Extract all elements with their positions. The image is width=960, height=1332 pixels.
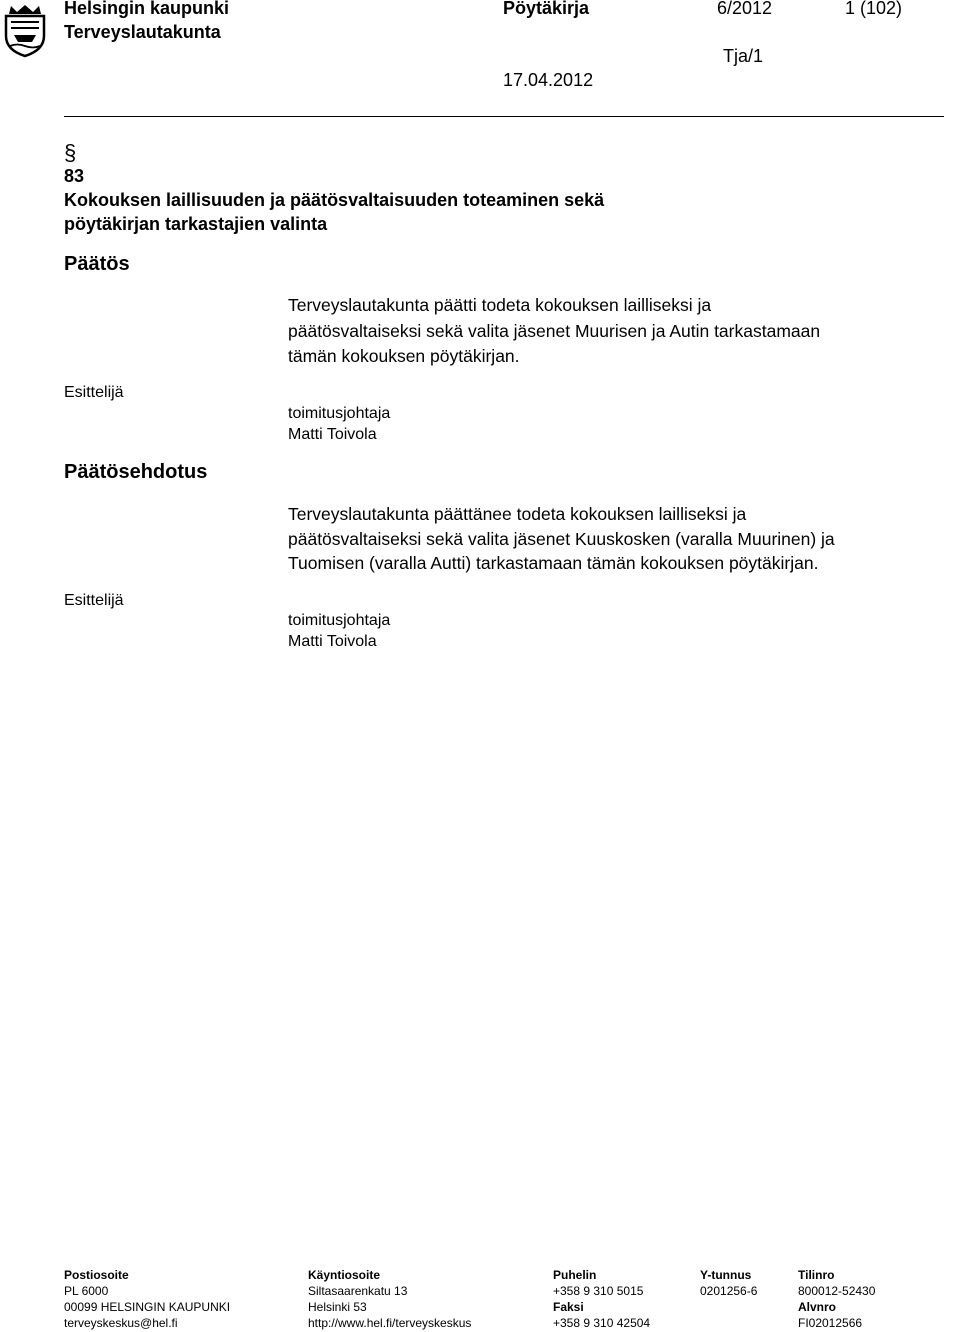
proposal-presenter-name: Matti Toivola (288, 633, 377, 650)
footer-phone-number: +358 9 310 5015 (553, 1284, 644, 1298)
header-doc-type: Pöytäkirja (503, 0, 590, 18)
footer-visit-street: Siltasaarenkatu 13 (308, 1284, 408, 1298)
proposal-presenter-label: Esittelijä (64, 592, 124, 609)
decision-text-line1: Terveyslautakunta päätti todeta kokouksen lailliseksi ja (288, 295, 712, 315)
section-title-line2: pöytäkirjan tarkastajien valinta (64, 214, 328, 234)
footer-phone-column (553, 1267, 650, 1331)
section-number: 83 (64, 166, 85, 186)
section-title-line1: Kokouksen laillisuuden ja päätösvaltaisuuden toteaminen sekä (64, 190, 605, 210)
proposal-text-line3: Tuomisen (varalla Autti) tarkastamaan tämän kokouksen pöytäkirjan. (288, 553, 819, 573)
header-body: Terveyslautakunta (64, 22, 221, 42)
header-page: 1 (102) (845, 0, 903, 18)
decision-presenter-label: Esittelijä (64, 384, 124, 401)
decision-presenter-name: Matti Toivola (288, 426, 377, 443)
footer-visit-column (308, 1267, 471, 1331)
header-city: Helsingin kaupunki (64, 0, 230, 18)
proposal-label: Päätösehdotus (64, 461, 208, 483)
footer-email: terveyskeskus@hel.fi (64, 1316, 178, 1330)
decision-text-line2: päätösvaltaiseksi sekä valita jäsenet Muurisen ja Autin tarkastamaan (288, 321, 821, 341)
footer-vat-heading: Alvnro (798, 1300, 837, 1314)
footer-vat-number: FI02012566 (798, 1316, 863, 1330)
footer-phone-heading: Puhelin (553, 1268, 597, 1282)
footer-business-id-heading: Y-tunnus (700, 1268, 752, 1282)
footer-business-id: 0201256-6 (700, 1284, 758, 1298)
proposal-presenter-title: toimitusjohtaja (288, 612, 391, 629)
footer-fax-number: +358 9 310 42504 (553, 1316, 651, 1330)
footer-fax-heading: Faksi (553, 1300, 584, 1314)
footer-website: http://www.hel.fi/terveyskeskus (308, 1316, 472, 1330)
header-date: 17.04.2012 (503, 70, 594, 90)
footer-account-column (798, 1267, 875, 1331)
footer-account-heading: Tilinro (798, 1268, 835, 1282)
header-number: 6/2012 (717, 0, 773, 18)
decision-text-line3: tämän kokouksen pöytäkirjan. (288, 346, 520, 366)
footer-business-id-column (700, 1267, 757, 1299)
decision-label: Päätös (64, 253, 130, 275)
helsinki-crest-logo (2, 2, 48, 58)
footer-visit-city: Helsinki 53 (308, 1300, 367, 1314)
footer-postal-box: PL 6000 (64, 1284, 109, 1298)
footer-visit-heading: Käyntiosoite (308, 1268, 381, 1282)
footer-postal-heading: Postiosoite (64, 1268, 129, 1282)
header-ref: Tja/1 (723, 46, 764, 66)
decision-presenter-title: toimitusjohtaja (288, 405, 391, 422)
section-symbol: § (64, 140, 77, 165)
footer-postal-column (64, 1267, 230, 1331)
proposal-text-line2: päätösvaltaiseksi sekä valita jäsenet Kuuskosken (varalla Muurinen) ja (288, 529, 835, 549)
header-divider (64, 116, 944, 117)
footer-postal-city: 00099 HELSINGIN KAUPUNKI (64, 1300, 231, 1314)
proposal-text-line1: Terveyslautakunta päättänee todeta kokouksen lailliseksi ja (288, 504, 747, 524)
footer-account-number: 800012-52430 (798, 1284, 876, 1298)
